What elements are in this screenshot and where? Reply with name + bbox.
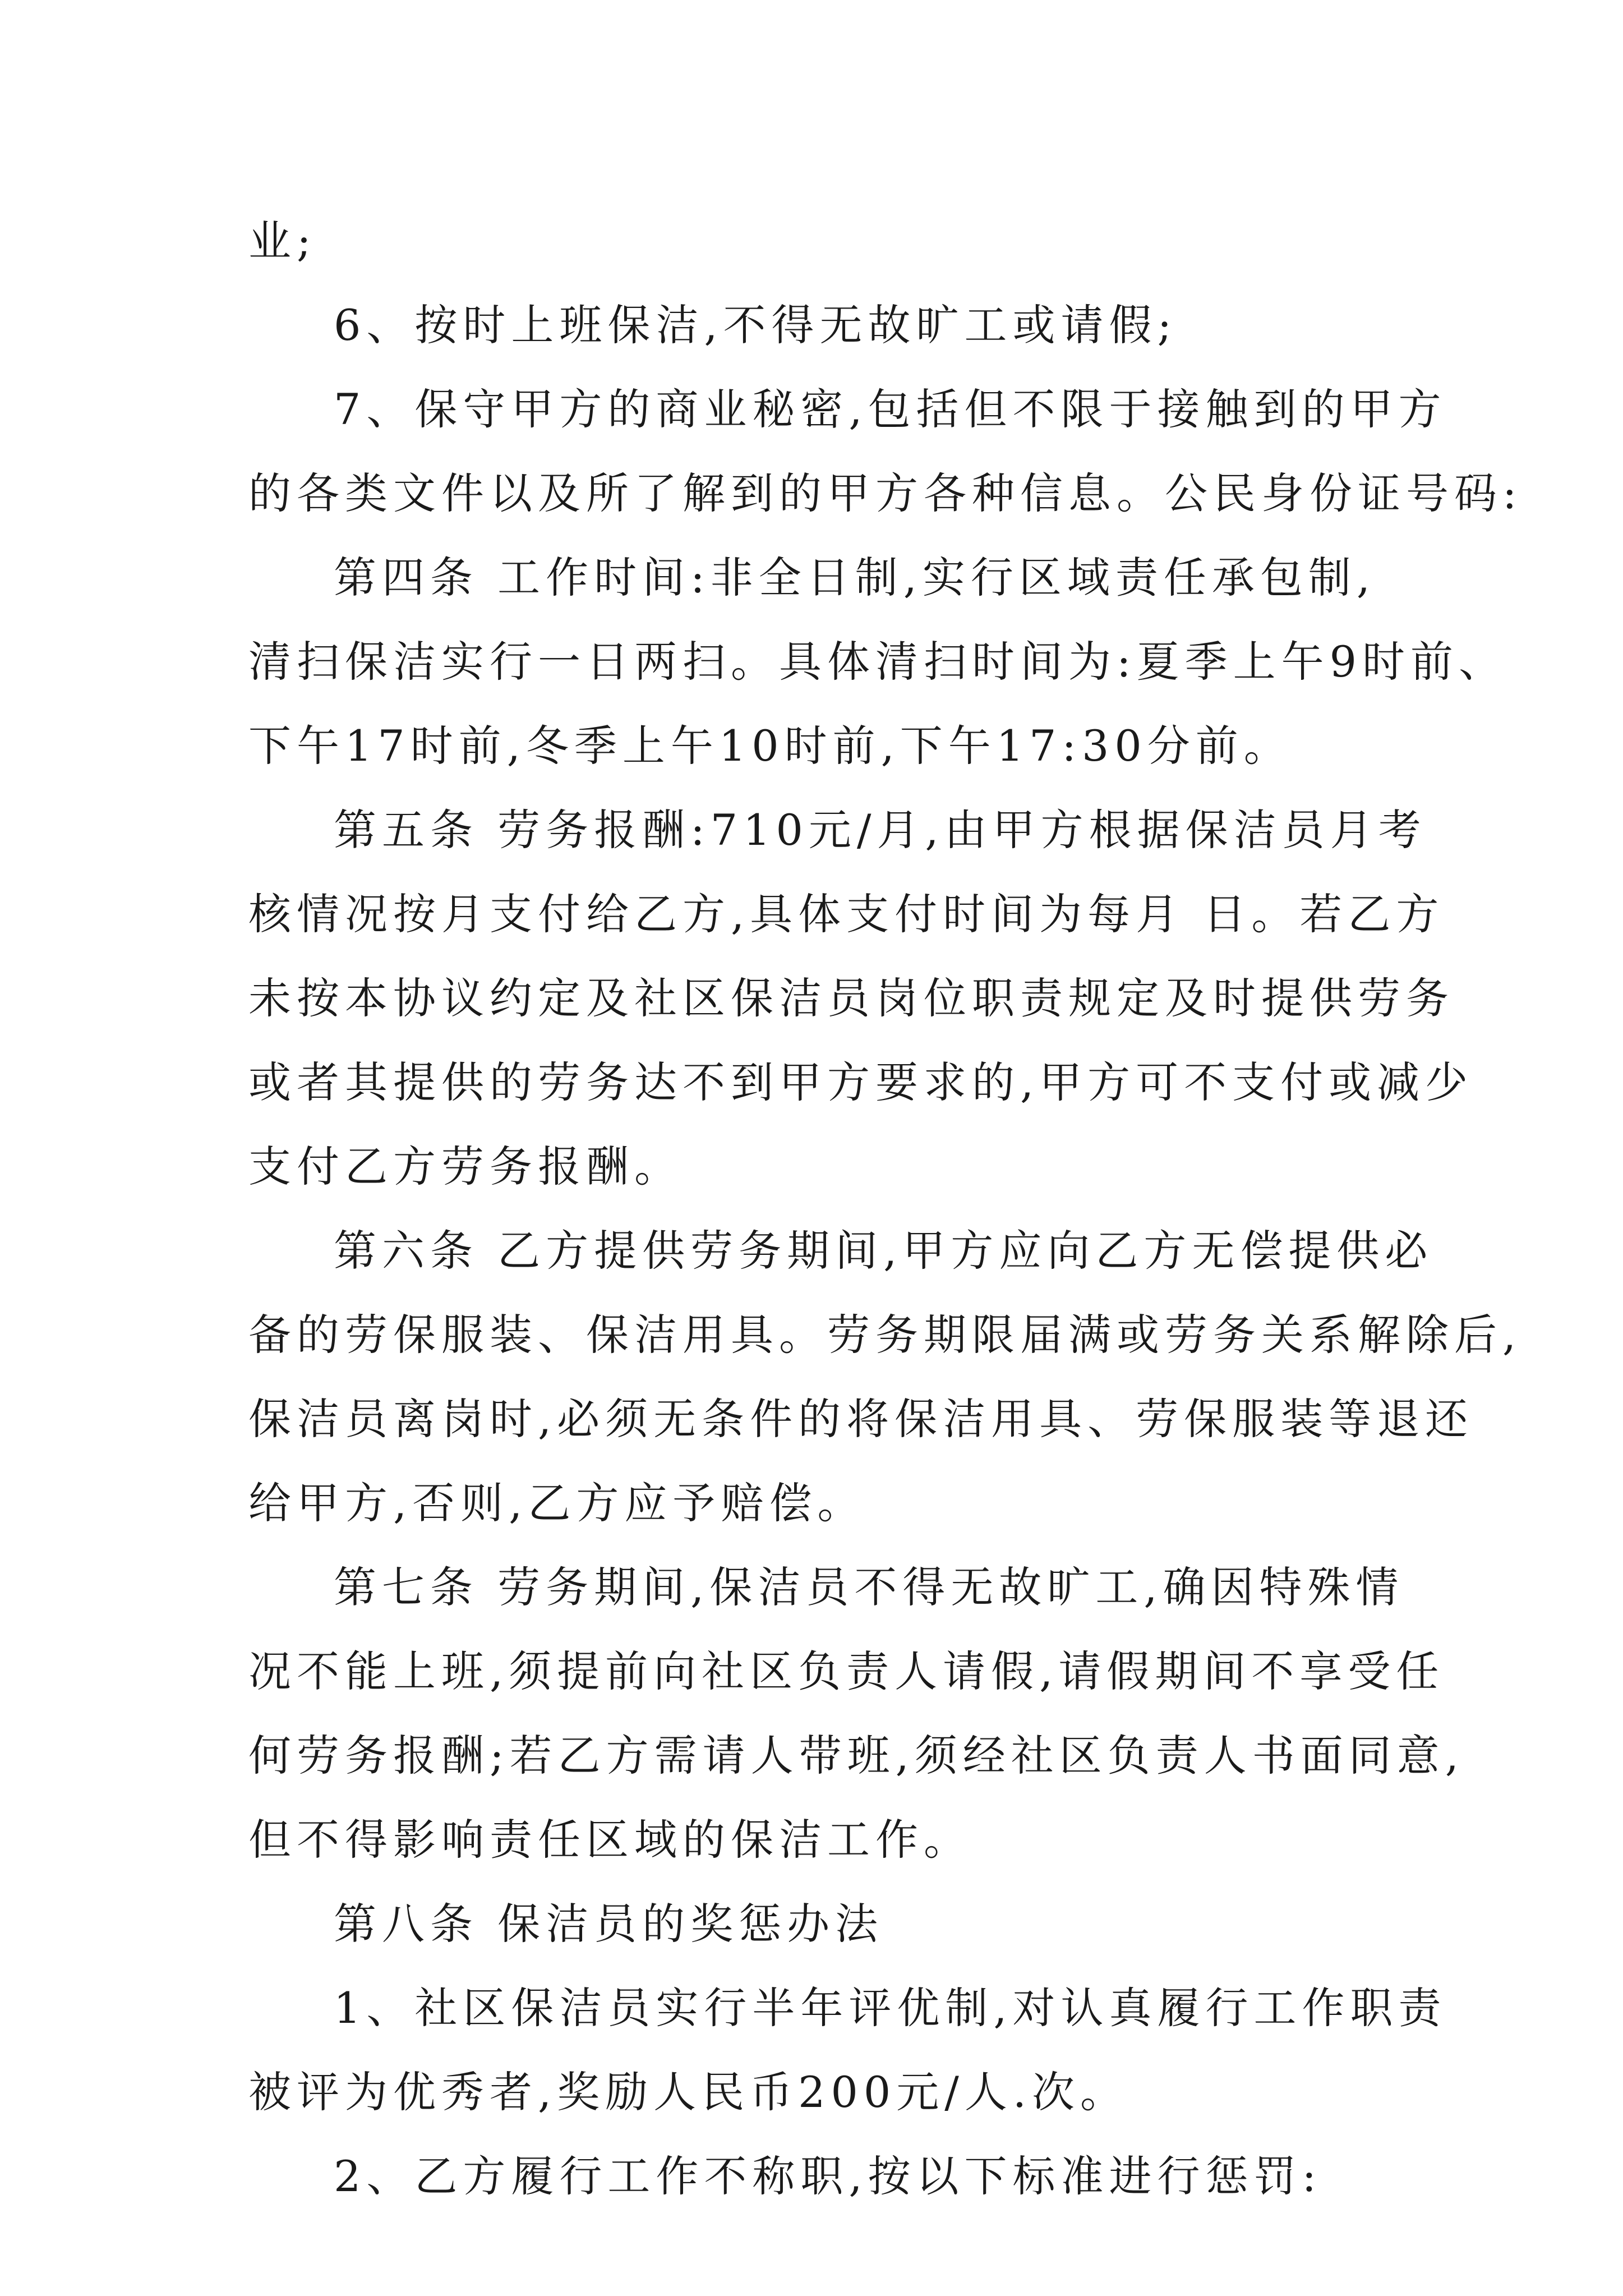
text-line: 备的劳保服装、保洁用具。劳务期限届满或劳务关系解除后, xyxy=(248,1310,1522,1360)
text-line: 下午17时前,冬季上午10时前,下午17:30分前。 xyxy=(248,721,1292,771)
text-line: 2、乙方履行工作不称职,按以下标准进行惩罚: xyxy=(334,2151,1322,2201)
text-line: 的各类文件以及所了解到的甲方各种信息。公民身份证号码: xyxy=(248,468,1523,518)
text-line: 第五条 劳务报酬:710元/月,由甲方根据保洁员月考 xyxy=(334,805,1427,855)
text-line: 但不得影响责任区域的保洁工作。 xyxy=(248,1815,972,1865)
text-line: 被评为优秀者,奖励人民币200元/人.次。 xyxy=(248,2067,1128,2117)
text-line: 6、按时上班保洁,不得无故旷工或请假; xyxy=(334,300,1178,350)
text-line: 未按本协议约定及社区保洁员岗位职责规定及时提供劳务 xyxy=(248,973,1454,1023)
text-line: 业; xyxy=(248,216,317,266)
text-line: 保洁员离岗时,必须无条件的将保洁用具、劳保服装等退还 xyxy=(248,1394,1474,1444)
text-line: 清扫保洁实行一日两扫。具体清扫时间为:夏季上午9时前、 xyxy=(248,637,1507,687)
text-line: 给甲方,否则,乙方应予赔偿。 xyxy=(248,1478,866,1528)
text-line: 第七条 劳务期间,保洁员不得无故旷工,确因特殊情 xyxy=(334,1562,1404,1612)
text-line: 第八条 保洁员的奖惩办法 xyxy=(334,1899,884,1949)
text-line: 第四条 工作时间:非全日制,实行区域责任承包制, xyxy=(334,553,1376,602)
text-line: 1、社区保洁员实行半年评优制,对认真履行工作职责 xyxy=(334,1983,1447,2033)
text-line: 况不能上班,须提前向社区负责人请假,请假期间不享受任 xyxy=(248,1646,1445,1696)
document-body xyxy=(248,199,1523,2219)
text-line: 第六条 乙方提供劳务期间,甲方应向乙方无偿提供必 xyxy=(334,1226,1433,1276)
text-line: 何劳务报酬;若乙方需请人带班,须经社区负责人书面同意, xyxy=(248,1731,1464,1780)
text-line: 支付乙方劳务报酬。 xyxy=(248,1142,683,1191)
text-line: 或者其提供的劳务达不到甲方要求的,甲方可不支付或减少 xyxy=(248,1057,1474,1107)
text-line: 核情况按月支付给乙方,具体支付时间为每月 日。若乙方 xyxy=(248,889,1445,939)
text-line: 7、保守甲方的商业秘密,包括但不限于接触到的甲方 xyxy=(334,384,1447,434)
